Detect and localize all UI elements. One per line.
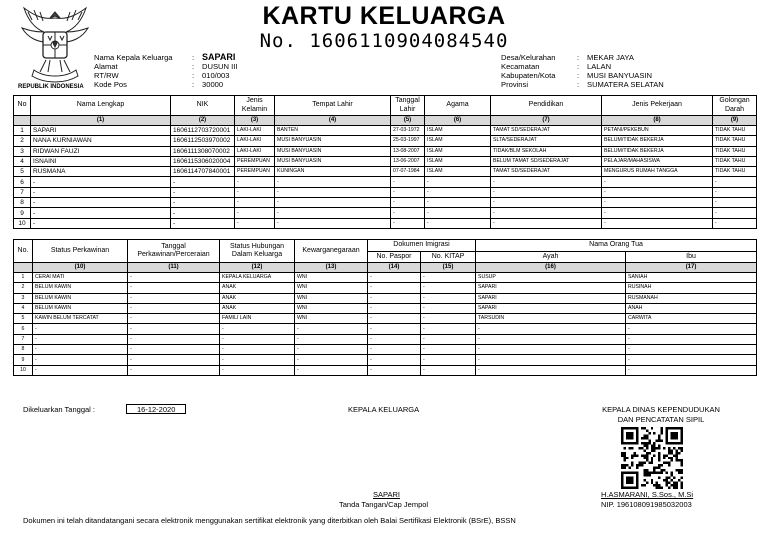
citizenship: - [295, 365, 368, 375]
col-header-marriage-date: Tanggal Perkawinan/Perceraian [128, 240, 220, 263]
marital-status: - [33, 355, 128, 365]
table-row [14, 324, 757, 334]
province-row: Provinsi : SUMATERA SELATAN [501, 80, 664, 89]
member-name: - [31, 218, 171, 228]
marriage-date: - [128, 273, 220, 283]
family-relation: - [220, 324, 295, 334]
member-education: - [491, 177, 602, 187]
table-row [14, 146, 757, 156]
row-number: 5 [14, 167, 31, 177]
family-relation: - [220, 334, 295, 344]
column-number: (3) [235, 116, 275, 126]
issue-date-label: Dikeluarkan Tanggal : [23, 405, 95, 414]
col-header-parents: Nama Orang Tua [476, 240, 757, 252]
official-name: H.ASMARANI, S.Sos., M.Si [601, 490, 694, 499]
field-label: Alamat [94, 62, 118, 71]
family-relation: - [220, 355, 295, 365]
father-name: - [476, 334, 626, 344]
member-education: TIDAK/BLM SEKOLAH [491, 146, 602, 156]
member-gender: LAKI-LAKI [235, 146, 275, 156]
member-name: - [31, 198, 171, 208]
col-header-family-relation: Status Hubungan Dalam Keluarga [220, 240, 295, 263]
household-head-signature-title: KEPALA KELUARGA [348, 405, 420, 414]
field-label: Nama Kepala Keluarga [94, 53, 173, 62]
passport-number: - [368, 273, 421, 283]
row-number: 10 [14, 218, 31, 228]
column-number: (14) [368, 263, 421, 273]
row-number: 2 [14, 283, 33, 293]
official-title-line-1: KEPALA DINAS KEPENDUDUKAN [602, 405, 720, 414]
member-gender: - [235, 208, 275, 218]
field-label: Kode Pos [94, 80, 127, 89]
table-row [14, 187, 757, 197]
col-header-immigration-docs: Dokumen Imigrasi [368, 240, 476, 252]
member-name: RIDWAN FAUZI [31, 146, 171, 156]
issue-date-value: 16-12-2020 [126, 404, 186, 414]
member-blood-type: TIDAK TAHU [713, 136, 757, 146]
marriage-date: - [128, 365, 220, 375]
member-nik: 1606114707840001 [171, 167, 235, 177]
member-education: TAMAT SD/SEDERAJAT [491, 167, 602, 177]
member-birthdate: - [391, 218, 425, 228]
member-birthplace: - [275, 177, 391, 187]
family-relation: - [220, 345, 295, 355]
member-name: RUSMANA [31, 167, 171, 177]
household-info-right [501, 53, 664, 89]
member-name: ISNAINI [31, 156, 171, 166]
mother-name: - [626, 355, 757, 365]
member-blood-type: TIDAK TAHU [713, 167, 757, 177]
column-number-row [14, 116, 757, 126]
column-number: (1) [31, 116, 171, 126]
column-number: (5) [391, 116, 425, 126]
member-birthdate: - [391, 208, 425, 218]
document-title: KARTU KELUARGA [262, 2, 506, 30]
family-status-body [14, 273, 757, 376]
kitap-number: - [421, 293, 476, 303]
member-occupation: MENGURUS RUMAH TANGGA [602, 167, 713, 177]
column-number [14, 116, 31, 126]
row-number: 9 [14, 355, 33, 365]
passport-number: - [368, 365, 421, 375]
row-number: 10 [14, 365, 33, 375]
citizenship: WNI [295, 273, 368, 283]
regency-row: Kabupaten/Kota : MUSI BANYUASIN [501, 71, 652, 80]
passport-number: - [368, 324, 421, 334]
member-nik: - [171, 198, 235, 208]
member-birthdate: 13-06-2007 [391, 156, 425, 166]
col-header-religion: Agama [425, 96, 491, 116]
member-religion: ISLAM [425, 167, 491, 177]
column-number: (17) [626, 263, 757, 273]
marriage-date: - [128, 334, 220, 344]
member-birthplace: KUNINGAN [275, 167, 391, 177]
marital-status: - [33, 324, 128, 334]
citizenship: WNI [295, 314, 368, 324]
row-number: 6 [14, 177, 31, 187]
member-birthplace: - [275, 218, 391, 228]
citizenship: - [295, 355, 368, 365]
member-nik: - [171, 177, 235, 187]
row-number: 4 [14, 156, 31, 166]
passport-number: - [368, 345, 421, 355]
member-occupation: BELUM/TIDAK BEKERJA [602, 136, 713, 146]
col-header-occupation: Jenis Pekerjaan [602, 96, 713, 116]
column-number: (15) [421, 263, 476, 273]
kitap-number: - [421, 355, 476, 365]
column-number: (2) [171, 116, 235, 126]
member-birthplace: MUSI BANYUASIN [275, 146, 391, 156]
member-occupation: - [602, 177, 713, 187]
village-value: MEKAR JAYA [587, 53, 634, 62]
table-row [14, 334, 757, 344]
family-status-table [13, 239, 757, 376]
father-name: TARSUDIN [476, 314, 626, 324]
table-row [14, 314, 757, 324]
regency-value: MUSI BANYUASIN [587, 71, 652, 80]
member-religion: - [425, 187, 491, 197]
member-religion: ISLAM [425, 146, 491, 156]
member-nik: 1606111308070002 [171, 146, 235, 156]
passport-number: - [368, 283, 421, 293]
column-number: (9) [713, 116, 757, 126]
family-members-table [13, 95, 757, 229]
member-religion: - [425, 198, 491, 208]
table-row [14, 218, 757, 228]
table-row [14, 273, 757, 283]
member-gender: - [235, 177, 275, 187]
table-row [14, 303, 757, 313]
member-education: - [491, 218, 602, 228]
field-label: Provinsi [501, 80, 529, 89]
table-row [14, 136, 757, 146]
member-education: SLTA/SEDERAJAT [491, 136, 602, 146]
row-number: 9 [14, 208, 31, 218]
row-number: 3 [14, 146, 31, 156]
table-row [14, 365, 757, 375]
kitap-number: - [421, 345, 476, 355]
member-birthplace: MUSI BANYUASIN [275, 136, 391, 146]
member-religion: ISLAM [425, 136, 491, 146]
column-number: (13) [295, 263, 368, 273]
family-relation: ANAK [220, 283, 295, 293]
column-number: (16) [476, 263, 626, 273]
table-row [14, 156, 757, 166]
member-blood-type: - [713, 208, 757, 218]
mother-name: RUSMANAH [626, 293, 757, 303]
family-relation: ANAK [220, 303, 295, 313]
member-blood-type: - [713, 187, 757, 197]
row-number: 1 [14, 126, 31, 136]
table-row [14, 126, 757, 136]
father-name: SAPARI [476, 303, 626, 313]
household-head-value: SAPARI [202, 52, 236, 62]
rt-rw-row: RT/RW : 010/003 [94, 71, 230, 80]
col-header-marital-status: Status Perkawinan [33, 240, 128, 263]
citizenship: - [295, 345, 368, 355]
table-row [14, 283, 757, 293]
member-blood-type: - [713, 177, 757, 187]
marriage-date: - [128, 355, 220, 365]
family-relation: KEPALA KELUARGA [220, 273, 295, 283]
column-number [14, 263, 33, 273]
family-relation: FAMILI LAIN [220, 314, 295, 324]
table-row [14, 198, 757, 208]
marriage-date: - [128, 324, 220, 334]
kitap-number: - [421, 324, 476, 334]
member-education: BELUM TAMAT SD/SEDERAJAT [491, 156, 602, 166]
column-number: (11) [128, 263, 220, 273]
col-header-father: Ayah [476, 252, 626, 263]
member-birthplace: - [275, 198, 391, 208]
father-name: SAPARI [476, 293, 626, 303]
member-occupation: BELUM/TIDAK BEKERJA [602, 146, 713, 156]
col-header-birthplace: Tempat Lahir [275, 96, 391, 116]
col-header-birthdate: Tanggal Lahir [391, 96, 425, 116]
passport-number: - [368, 293, 421, 303]
member-gender: PEREMPUAN [235, 167, 275, 177]
family-relation: - [220, 365, 295, 375]
postal-code-row: Kode Pos : 30000 [94, 80, 224, 89]
col-header-mother: Ibu [626, 252, 757, 263]
official-nip: NIP. 196108091985032003 [601, 500, 692, 509]
member-birthdate: 27-03-1972 [391, 126, 425, 136]
member-education: TAMAT SD/SEDERAJAT [491, 126, 602, 136]
kitap-number: - [421, 283, 476, 293]
marital-status: - [33, 365, 128, 375]
marital-status: BELUM KAWIN [33, 303, 128, 313]
row-number: 8 [14, 198, 31, 208]
marital-status: - [33, 345, 128, 355]
household-head-signature-name: SAPARI [373, 490, 400, 499]
passport-number: - [368, 355, 421, 365]
member-name: SAPARI [31, 126, 171, 136]
member-education: - [491, 187, 602, 197]
table-row [14, 293, 757, 303]
row-number: 1 [14, 273, 33, 283]
member-religion: ISLAM [425, 156, 491, 166]
col-header-no: No [14, 96, 31, 116]
member-gender: PEREMPUAN [235, 156, 275, 166]
row-number: 4 [14, 303, 33, 313]
passport-number: - [368, 334, 421, 344]
district-value: LALAN [587, 62, 612, 71]
member-nik: - [171, 208, 235, 218]
member-gender: - [235, 218, 275, 228]
member-birthplace: - [275, 208, 391, 218]
member-name: NANA KURNIAWAN [31, 136, 171, 146]
member-birthdate: 25-03-1997 [391, 136, 425, 146]
col-header-gender: Jenis Kelamin [235, 96, 275, 116]
document-number: No. 1606110904084540 [259, 30, 509, 52]
qr-code-icon [621, 427, 683, 489]
district-row: Kecamatan : LALAN [501, 62, 612, 71]
member-blood-type: TIDAK TAHU [713, 126, 757, 136]
marriage-date: - [128, 303, 220, 313]
mother-name: ANAH [626, 303, 757, 313]
mother-name: - [626, 334, 757, 344]
member-occupation: - [602, 208, 713, 218]
kitap-number: - [421, 365, 476, 375]
kitap-number: - [421, 303, 476, 313]
member-religion: - [425, 218, 491, 228]
kitap-number: - [421, 314, 476, 324]
citizenship: WNI [295, 303, 368, 313]
member-blood-type: - [713, 198, 757, 208]
citizenship: WNI [295, 283, 368, 293]
field-label: RT/RW [94, 71, 119, 80]
column-number: (10) [33, 263, 128, 273]
row-number: 5 [14, 314, 33, 324]
member-birthdate: - [391, 187, 425, 197]
marital-status: - [33, 334, 128, 344]
member-birthplace: - [275, 187, 391, 197]
member-nik: - [171, 218, 235, 228]
row-number: 6 [14, 324, 33, 334]
member-birthplace: MUSI BANYUASIN [275, 156, 391, 166]
mother-name: - [626, 324, 757, 334]
column-number: (6) [425, 116, 491, 126]
member-occupation: - [602, 187, 713, 197]
rt-rw-value: 010/003 [202, 71, 230, 80]
marriage-date: - [128, 283, 220, 293]
mother-name: RUSINAH [626, 283, 757, 293]
member-name: - [31, 177, 171, 187]
marital-status: CERAI MATI [33, 273, 128, 283]
row-number: 3 [14, 293, 33, 303]
family-relation: ANAK [220, 293, 295, 303]
col-header-blood-type: Golongan Darah [713, 96, 757, 116]
col-header-no: No. [14, 240, 33, 263]
member-name: - [31, 208, 171, 218]
marriage-date: - [128, 314, 220, 324]
row-number: 7 [14, 334, 33, 344]
col-header-citizenship: Kewarganegaraan [295, 240, 368, 263]
official-title-line-2: DAN PENCATATAN SIPIL [617, 415, 705, 424]
member-education: - [491, 208, 602, 218]
member-occupation: - [602, 218, 713, 228]
member-name: - [31, 187, 171, 197]
col-header-nik: NIK [171, 96, 235, 116]
col-header-education: Pendidikan [491, 96, 602, 116]
column-number: (4) [275, 116, 391, 126]
table-row [14, 167, 757, 177]
row-number: 2 [14, 136, 31, 146]
passport-number: - [368, 314, 421, 324]
table-row [14, 345, 757, 355]
column-number: (8) [602, 116, 713, 126]
member-education: - [491, 198, 602, 208]
emblem-caption: REPUBLIK INDONESIA [18, 84, 84, 90]
col-header-name: Nama Lengkap [31, 96, 171, 116]
member-occupation: PETANI/PEKEBUN [602, 126, 713, 136]
field-label: Kabupaten/Kota [501, 71, 556, 80]
address-row: Alamat : DUSUN III [94, 62, 238, 71]
field-label: Kecamatan [501, 62, 540, 71]
address-value: DUSUN III [202, 62, 238, 71]
member-nik: 1606115306020004 [171, 156, 235, 166]
member-religion: - [425, 177, 491, 187]
marriage-date: - [128, 293, 220, 303]
kitap-number: - [421, 334, 476, 344]
mother-name: CARWITA [626, 314, 757, 324]
member-nik: - [171, 187, 235, 197]
member-gender: LAKI-LAKI [235, 126, 275, 136]
table-row [14, 355, 757, 365]
family-members-body [14, 126, 757, 229]
citizenship: - [295, 334, 368, 344]
mother-name: - [626, 365, 757, 375]
member-birthdate: 13-08-2007 [391, 146, 425, 156]
member-gender: - [235, 198, 275, 208]
column-number: (7) [491, 116, 602, 126]
province-value: SUMATERA SELATAN [587, 80, 664, 89]
member-birthdate: - [391, 177, 425, 187]
column-number-row [14, 263, 757, 273]
member-birthdate: - [391, 198, 425, 208]
kitap-number: - [421, 273, 476, 283]
village-row: Desa/Kelurahan : MEKAR JAYA [501, 53, 634, 62]
member-occupation: - [602, 198, 713, 208]
signature-caption: Tanda Tangan/Cap Jempol [339, 500, 429, 509]
member-birthdate: 07-07-1984 [391, 167, 425, 177]
citizenship: - [295, 324, 368, 334]
member-religion: - [425, 208, 491, 218]
father-name: SUSUP [476, 273, 626, 283]
marital-status: BELUM KAWIN [33, 293, 128, 303]
father-name: - [476, 324, 626, 334]
member-gender: - [235, 187, 275, 197]
row-number: 8 [14, 345, 33, 355]
member-birthplace: BANTEN [275, 126, 391, 136]
father-name: SAPARI [476, 283, 626, 293]
mother-name: SANIAH [626, 273, 757, 283]
father-name: - [476, 345, 626, 355]
father-name: - [476, 365, 626, 375]
column-number: (12) [220, 263, 295, 273]
mother-name: - [626, 345, 757, 355]
table-row [14, 177, 757, 187]
member-blood-type: TIDAK TAHU [713, 146, 757, 156]
col-header-kitap: No. KITAP [421, 252, 476, 263]
member-religion: ISLAM [425, 126, 491, 136]
member-occupation: PELAJAR/MAHASISWA [602, 156, 713, 166]
postal-code-value: 30000 [202, 80, 224, 89]
member-gender: LAKI-LAKI [235, 136, 275, 146]
official-title [581, 405, 741, 425]
marital-status: BELUM KAWIN [33, 283, 128, 293]
marriage-date: - [128, 345, 220, 355]
passport-number: - [368, 303, 421, 313]
household-info-left [94, 53, 237, 89]
table-row [14, 208, 757, 218]
citizenship: WNI [295, 293, 368, 303]
marital-status: KAWIN BELUM TERCATAT [33, 314, 128, 324]
col-header-passport: No. Paspor [368, 252, 421, 263]
electronic-signature-note: Dokumen ini telah ditandatangani secara elektronik menggunakan sertifikat elektronik yang diterbitkan oleh Balai Sertifikasi Elektronik (BSrE), BSSN [23, 516, 516, 525]
member-blood-type: TIDAK TAHU [713, 156, 757, 166]
member-blood-type: - [713, 218, 757, 228]
row-number: 7 [14, 187, 31, 197]
field-label: Desa/Kelurahan [501, 53, 556, 62]
member-nik: 1606112503970002 [171, 136, 235, 146]
father-name: - [476, 355, 626, 365]
member-nik: 1606112703720001 [171, 126, 235, 136]
household-head-row: Nama Kepala Keluarga : SAPARI [94, 52, 236, 62]
